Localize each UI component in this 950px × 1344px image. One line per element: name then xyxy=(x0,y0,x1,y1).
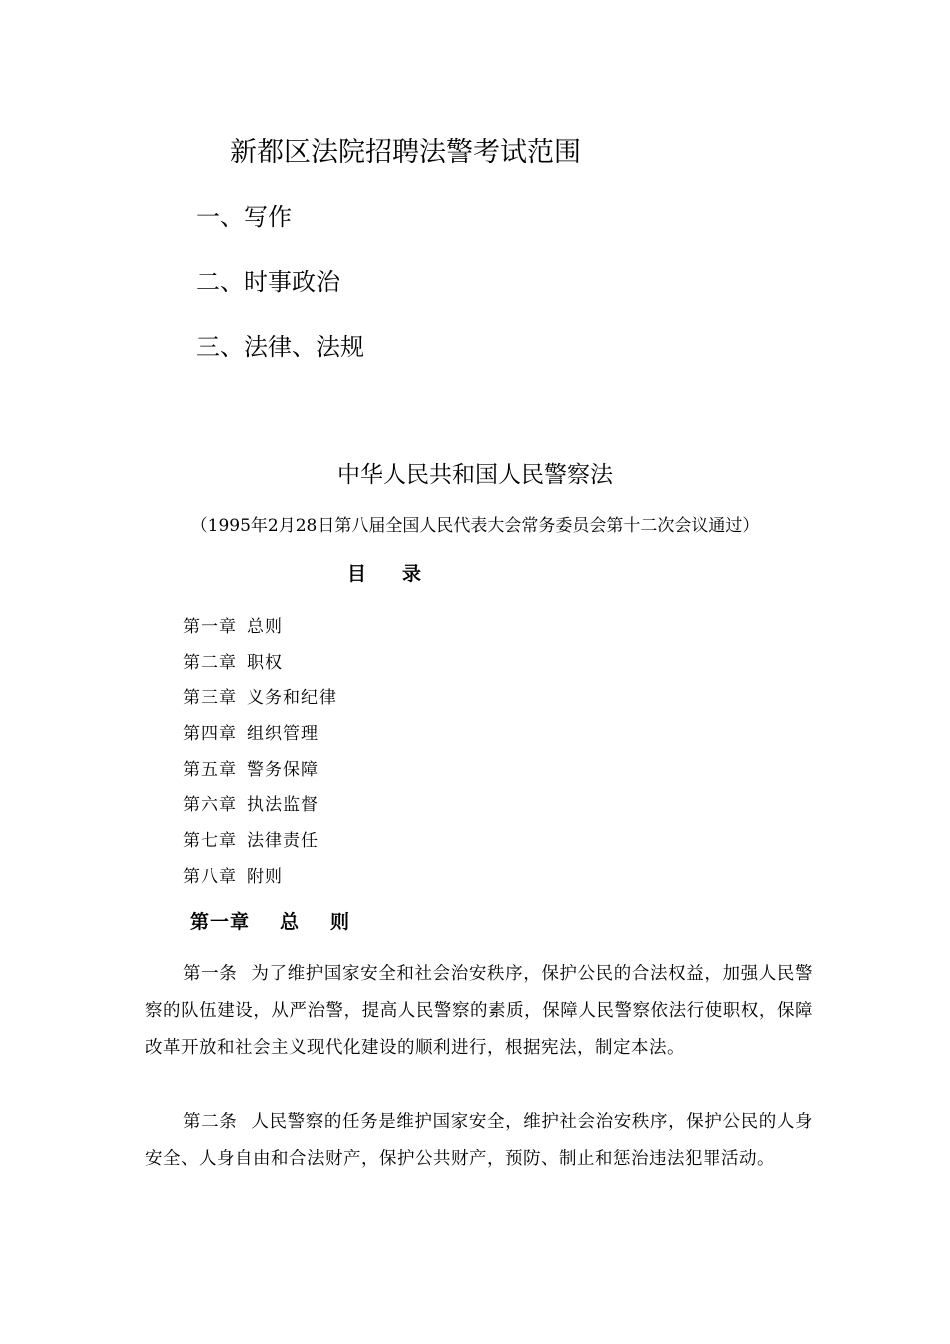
toc-item-number: 第一章 xyxy=(183,617,237,637)
exam-section-writing: 一、写作 xyxy=(196,203,292,231)
chapter-number: 第一章 xyxy=(190,911,251,933)
toc-item-title: 附则 xyxy=(247,866,283,887)
article-paragraph xyxy=(145,956,813,1067)
toc-item xyxy=(183,753,337,789)
exam-section-current-affairs: 二、时事政治 xyxy=(196,268,340,296)
toc-item xyxy=(183,646,337,682)
chapter-heading xyxy=(190,908,350,936)
article-text: 为了维护国家安全和社会治安秩序，保护公民的合法权益，加强人民警察的队伍建设，从严治警，提高人民警察的素质，保障人民警察依法行使职权，保障改革开放和社会主义现代化建设的顺利进行，根据宪法，制定本法。 xyxy=(145,964,814,1058)
toc-heading xyxy=(347,560,423,588)
toc-item-number: 第二章 xyxy=(183,652,237,673)
toc-item xyxy=(183,860,337,896)
chapter-title-first-char: 总 xyxy=(280,911,301,933)
toc-item xyxy=(183,824,337,860)
article-text: 人民警察的任务是维护国家安全，维护社会治安秩序，保护公民的人身安全、人身自由和合法财产，保护公共财产，预防、制止和惩治违法犯罪活动。 xyxy=(145,1112,814,1169)
toc-item xyxy=(183,717,337,753)
toc-item-number: 第七章 xyxy=(183,831,237,852)
article-label: 第一条 xyxy=(183,964,238,984)
toc-item-number: 第六章 xyxy=(183,795,237,816)
toc-item xyxy=(183,610,337,646)
article-label: 第二条 xyxy=(183,1112,238,1132)
toc-item-title: 总则 xyxy=(247,617,283,637)
toc-item-title: 组织管理 xyxy=(247,724,319,745)
toc-item-title: 警务保障 xyxy=(247,759,319,780)
toc-heading-right: 录 xyxy=(402,563,424,585)
document-title: 新都区法院招聘法警考试范围 xyxy=(230,137,581,168)
article-paragraph xyxy=(145,1104,813,1178)
toc-item-number: 第四章 xyxy=(183,724,237,745)
toc-item-title: 法律责任 xyxy=(247,831,319,852)
toc-list xyxy=(183,610,337,896)
exam-section-law: 三、法律、法规 xyxy=(196,333,364,361)
toc-item-number: 第三章 xyxy=(183,688,237,709)
toc-heading-left: 目 xyxy=(347,563,369,585)
toc-item-number: 第八章 xyxy=(183,866,237,887)
toc-item xyxy=(183,681,337,717)
toc-item-title: 职权 xyxy=(247,652,283,673)
toc-item-title: 执法监督 xyxy=(247,795,319,816)
toc-item-title: 义务和纪律 xyxy=(247,688,337,709)
law-title: 中华人民共和国人民警察法 xyxy=(337,462,613,488)
toc-item xyxy=(183,788,337,824)
law-subtitle: （1995年2月28日第八届全国人民代表大会常务委员会第十二次会议通过） xyxy=(190,516,760,536)
chapter-title-second-char: 则 xyxy=(330,911,351,933)
toc-item-number: 第五章 xyxy=(183,759,237,780)
